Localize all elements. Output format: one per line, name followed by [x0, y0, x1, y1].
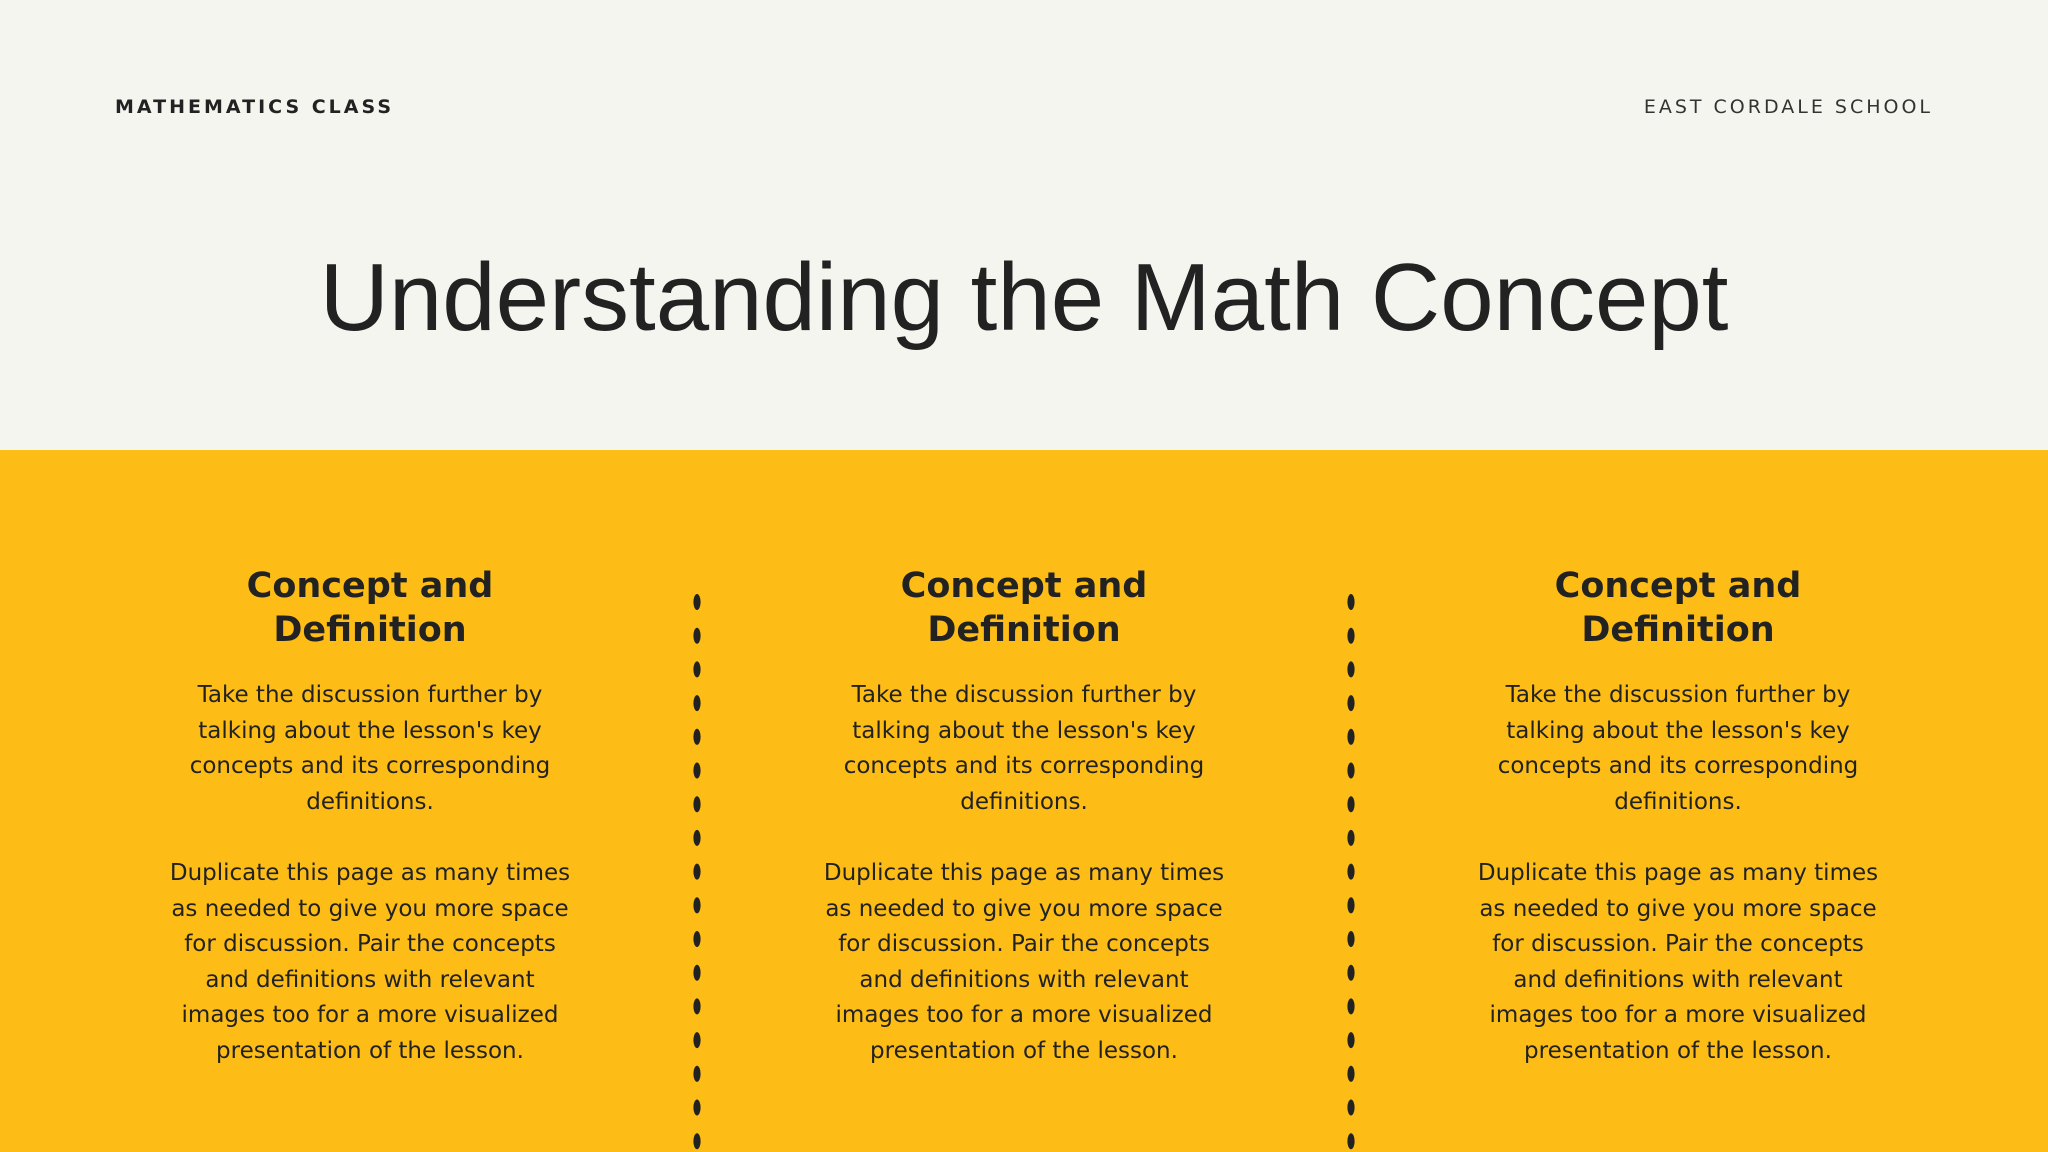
class-label: MATHEMATICS CLASS — [115, 96, 395, 118]
divider-dot — [693, 661, 700, 677]
concept-paragraph-details: Duplicate this page as many times as needed to give you more space for discussion. Pair the concepts and definitions with relevant images too for a more visualized presentation of the lesson. — [1477, 860, 1879, 1064]
divider-dot — [1347, 998, 1354, 1014]
divider-dot — [693, 1032, 700, 1048]
divider-dot — [1347, 897, 1354, 913]
divider-dot — [693, 830, 700, 846]
divider-dot — [693, 763, 700, 779]
divider-dot — [1347, 1100, 1354, 1116]
divider-dot — [693, 796, 700, 812]
divider-dot — [693, 998, 700, 1014]
divider-dot — [1347, 763, 1354, 779]
divider-dot — [693, 1133, 700, 1149]
concept-paragraph-details: Duplicate this page as many times as needed to give you more space for discussion. Pair the concepts and definitions with relevant images too for a more visualized presentation of the lesson. — [823, 860, 1225, 1064]
dotted-divider — [1346, 590, 1356, 1152]
divider-dot — [693, 1066, 700, 1082]
content-section — [0, 450, 2048, 1152]
divider-dot — [1347, 864, 1354, 880]
concept-heading: Concept and Definition — [900, 566, 1148, 650]
divider-dot — [1347, 628, 1354, 644]
divider-dot — [1347, 965, 1354, 981]
concept-paragraph-intro: Take the discussion further by talking about the lesson's key concepts and its corresponding definitions. — [843, 682, 1205, 815]
school-label: EAST CORDALE SCHOOL — [1643, 96, 1933, 118]
divider-dot — [693, 729, 700, 745]
divider-dot — [693, 864, 700, 880]
concept-column-1 — [155, 564, 585, 1105]
divider-dot — [1347, 931, 1354, 947]
page-title: Understanding the Math Concept — [319, 244, 1729, 351]
divider-dot — [693, 931, 700, 947]
divider-dot — [1347, 729, 1354, 745]
divider-dot — [1347, 594, 1354, 610]
divider-dot — [1347, 830, 1354, 846]
divider-dot — [693, 594, 700, 610]
divider-dot — [693, 965, 700, 981]
concept-paragraph-intro: Take the discussion further by talking about the lesson's key concepts and its corresponding definitions. — [1497, 682, 1859, 815]
divider-dot — [1347, 1066, 1354, 1082]
divider-dot — [693, 695, 700, 711]
concept-paragraph-details: Duplicate this page as many times as needed to give you more space for discussion. Pair the concepts and definitions with relevant images too for a more visualized presentation of the lesson. — [169, 860, 571, 1064]
header-section — [0, 0, 2048, 450]
divider-dot — [693, 628, 700, 644]
divider-dot — [693, 897, 700, 913]
concept-column-3 — [1463, 564, 1893, 1105]
divider-dot — [1347, 661, 1354, 677]
divider-dot — [1347, 695, 1354, 711]
dotted-divider — [692, 590, 702, 1152]
concept-paragraph-intro: Take the discussion further by talking about the lesson's key concepts and its corresponding definitions. — [189, 682, 551, 815]
divider-dot — [693, 1100, 700, 1116]
concept-heading: Concept and Definition — [246, 566, 494, 650]
divider-dot — [1347, 1032, 1354, 1048]
divider-dot — [1347, 1133, 1354, 1149]
concept-heading: Concept and Definition — [1554, 566, 1802, 650]
concept-column-2 — [809, 564, 1239, 1105]
divider-dot — [1347, 796, 1354, 812]
